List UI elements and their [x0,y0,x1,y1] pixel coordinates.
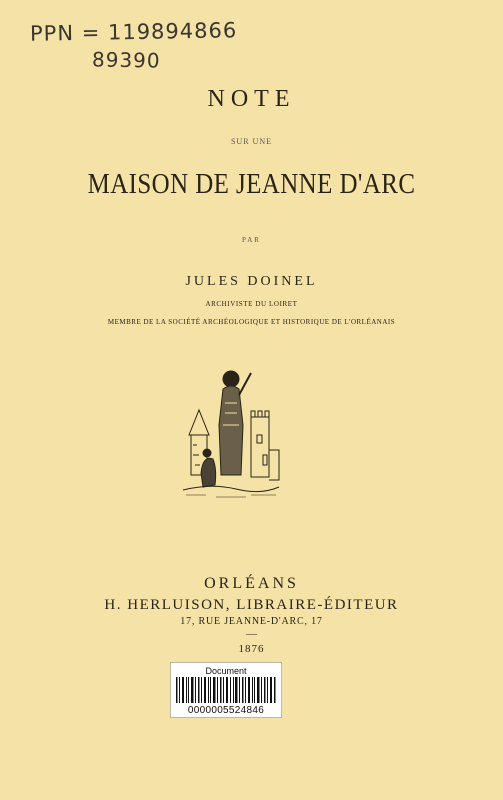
author-role-member: MEMBRE DE LA SOCIÉTÉ ARCHÉOLOGIQUE ET HISTORIQUE DE L'ORLÉANAIS [107,318,396,326]
publisher-address: 17, RUE JEANNE-D'ARC, 17 [180,616,323,627]
joan-of-arc-engraving [181,355,281,505]
library-barcode-label [170,662,282,718]
publication-city: ORLÉANS [204,575,299,592]
separator-dash: — [246,628,257,640]
sur-une-text: SUR UNE [230,137,272,146]
main-title: MAISON DE JEANNE D'ARC [87,168,416,200]
par-text: PAR [242,236,261,244]
author-name: JULES DOINEL [185,274,318,289]
handwritten-shelfmark: 89390 [91,47,161,73]
barcode-number: 0000005524846 [187,705,265,716]
barcode-icon [176,677,276,703]
author-role-archivist: ARCHIVISTE DU LOIRET [205,300,298,308]
publisher-name: H. HERLUISON, LIBRAIRE-ÉDITEUR [104,597,399,613]
note-heading: NOTE [207,86,296,112]
label-title: Document [205,666,247,676]
publication-year: 1876 [238,643,265,655]
handwritten-ppn: PPN = 119894866 [29,18,238,46]
